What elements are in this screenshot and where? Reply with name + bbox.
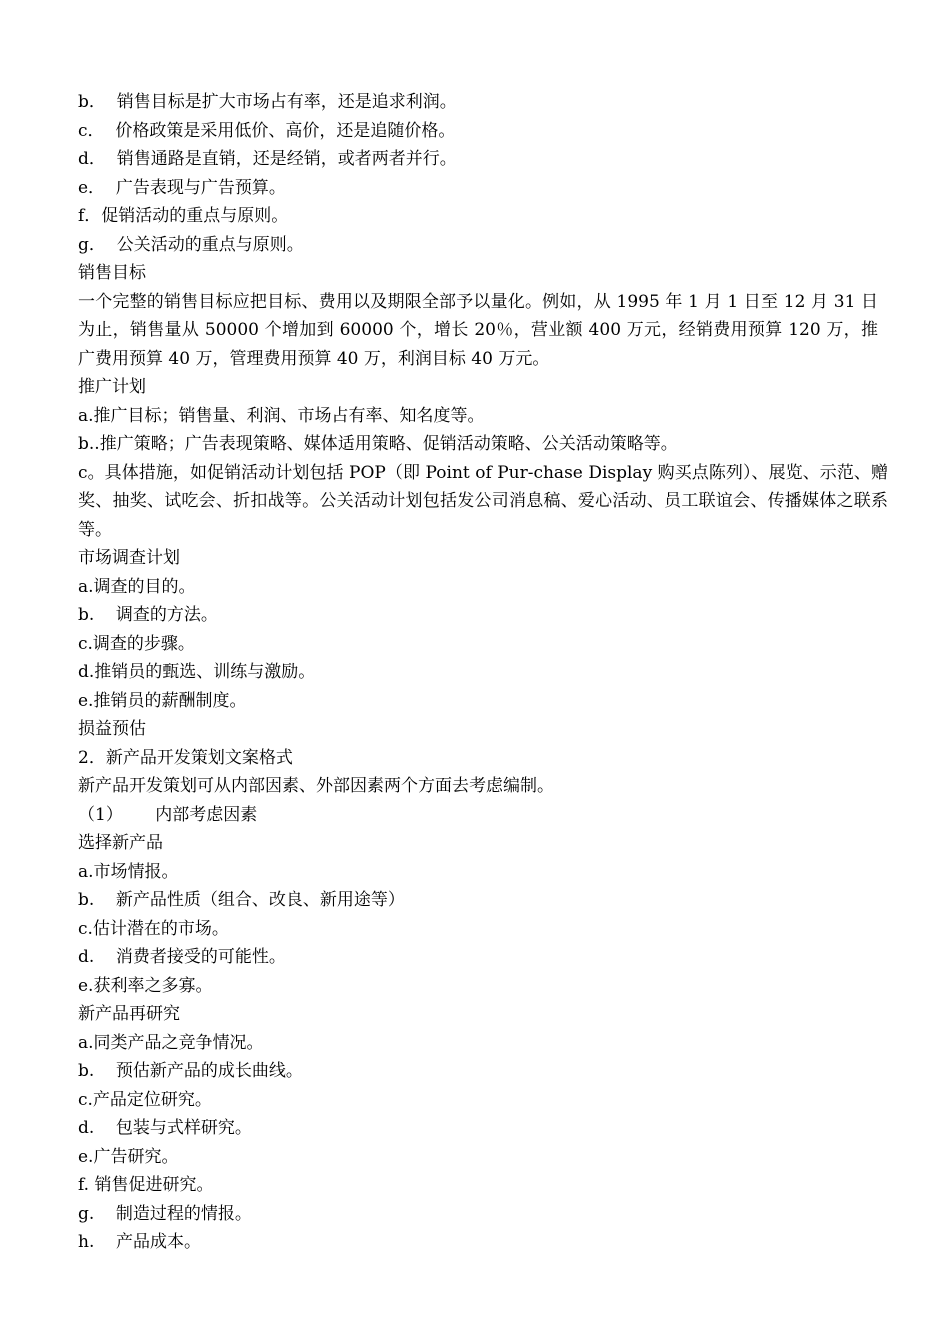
list-item: d． 销售通路是直销，还是经销，或者两者并行。 (78, 149, 457, 169)
list-item: e.广告研究。 (78, 1146, 179, 1167)
list-item: e.推销员的薪酬制度。 (78, 690, 247, 711)
list-item: a.推广目标；销售量、利润、市场占有率、知名度等。 (78, 405, 485, 426)
intro-line: 新产品开发策划可从内部因素、外部因素两个方面去考虑编制。 (78, 776, 554, 796)
sales-target-paragraph: 一个完整的销售目标应把目标、费用以及期限全部予以量化。例如，从 1995 年 1 月 1 日至 12 月 31 日为止，销售量从 50000 个增加到 60000 个，增长 20％，营业额 400 万元，经销费用预算 120 万，推广费用预算 40 万，管理费用预算 40 万，利润目标 40 万元。 (78, 291, 878, 369)
measures-paragraph: c。具体措施，如促销活动计划包括 POP（即 Point of Pur-chase Display 购买点陈列）、展览、示范、赠奖、抽奖、试吃会、折扣战等。公关活动计划包括发公司消息稿、爱心活动、员工联谊会、传播媒体之联系等。 (78, 462, 888, 540)
list-item: b． 销售目标是扩大市场占有率，还是追求利润。 (78, 92, 457, 112)
document-body (78, 88, 888, 1257)
section-heading-market-research: 市场调查计划 (78, 548, 180, 568)
list-item: d. 包装与式样研究。 (78, 1118, 252, 1138)
list-item: g． 公关活动的重点与原则。 (78, 234, 304, 255)
list-item: a.同类产品之竞争情况。 (78, 1032, 264, 1053)
list-item: e.获利率之多寡。 (78, 975, 213, 996)
list-item: d. 消费者接受的可能性。 (78, 947, 286, 967)
list-item: a.调查的目的。 (78, 576, 196, 597)
list-item: a.市场情报。 (78, 861, 179, 882)
section-heading-promotion: 推广计划 (78, 377, 146, 397)
list-item: c.调查的步骤。 (78, 633, 195, 654)
list-item: d.推销员的甄选、训练与激励。 (78, 662, 316, 682)
subsection-heading-internal: （1） 内部考虑因素 (78, 804, 258, 825)
section-heading-new-product: 2．新产品开发策划文案格式 (78, 747, 293, 768)
list-item: g. 制造过程的情报。 (78, 1203, 252, 1224)
list-item: c.估计潜在的市场。 (78, 918, 229, 939)
list-item: f. 销售促进研究。 (78, 1175, 214, 1195)
list-item: b. 预估新产品的成长曲线。 (78, 1061, 303, 1081)
list-item: e． 广告表现与广告预算。 (78, 177, 286, 198)
section-heading-profit-estimate: 损益预估 (78, 719, 146, 739)
subsection-heading-product-research: 新产品再研究 (78, 1004, 180, 1024)
list-item: c.产品定位研究。 (78, 1089, 212, 1110)
list-item: b..推广策略；广告表现策略、媒体适用策略、促销活动策略、公关活动策略等。 (78, 434, 678, 454)
list-item: h. 产品成本。 (78, 1232, 201, 1252)
section-heading-sales-target: 销售目标 (78, 263, 146, 283)
list-item: f．促销活动的重点与原则。 (78, 206, 289, 226)
list-item: b. 新产品性质（组合、改良、新用途等） (78, 890, 405, 910)
list-item: b. 调查的方法。 (78, 605, 218, 625)
list-item: c． 价格政策是采用低价、高价，还是追随价格。 (78, 120, 456, 141)
subsection-heading-select-product: 选择新产品 (78, 833, 163, 853)
